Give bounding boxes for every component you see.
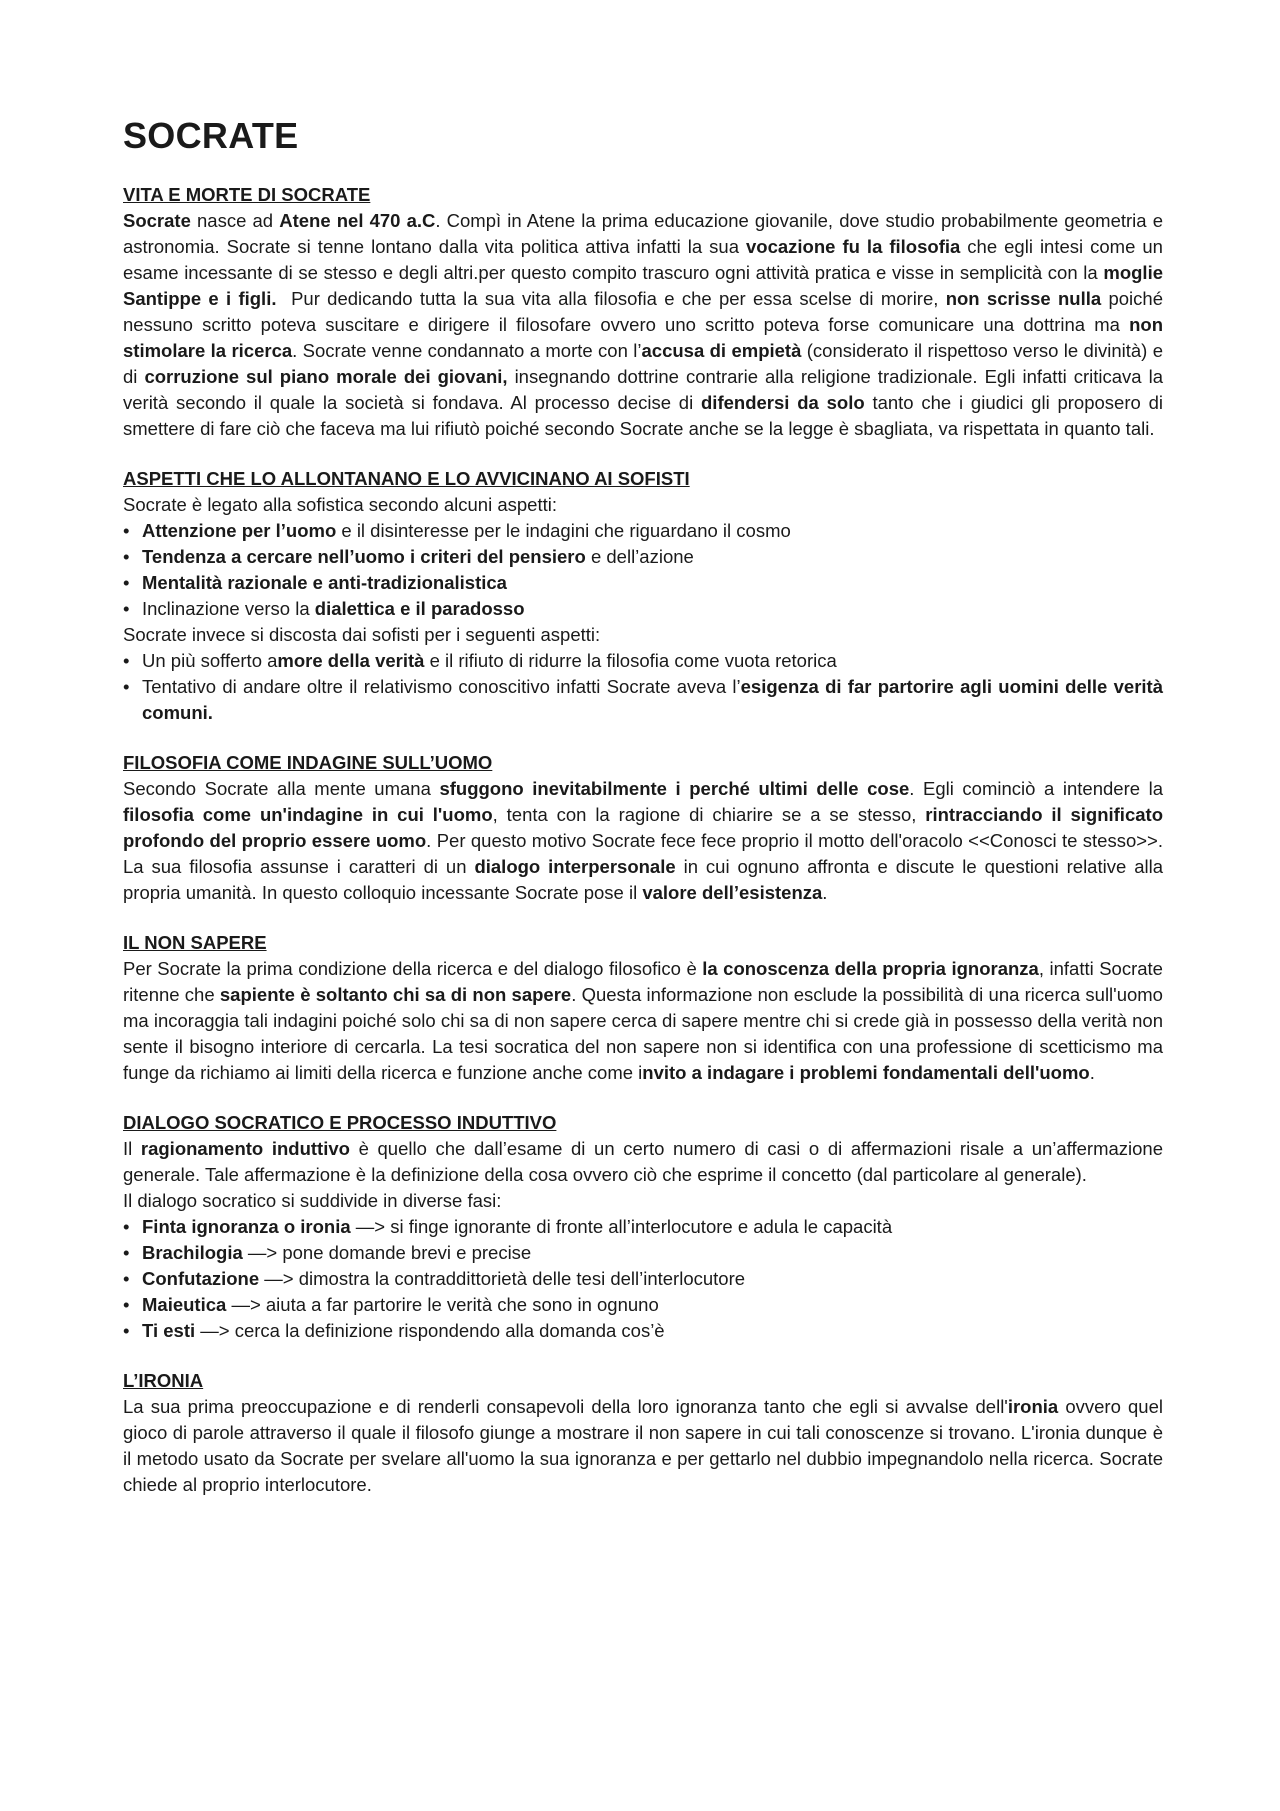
text: , infatti Socrate ritenne che bbox=[123, 958, 1169, 1005]
bold-text: filosofia come un'indagine in cui l'uomo bbox=[123, 804, 493, 825]
bold-text: esigenza di far partorire agli uomini delle verità comuni. bbox=[142, 676, 1169, 723]
text: Il bbox=[123, 1138, 141, 1159]
text: in cui ognuno affronta e discute le questioni relative alla propria umanità. In questo colloquio incessante Socrate pose il bbox=[123, 856, 1169, 903]
text: . Compì in Atene la prima educazione giovanile, dove studio probabilmente geometria e astronomia. Socrate si tenne lontano dalla vita politica attiva infatti la sua bbox=[123, 210, 1169, 257]
paragraph bbox=[123, 492, 1163, 518]
text: . Questa informazione non esclude la possibilità di una ricerca sull'uomo ma incoraggia tali indagini poiché solo chi sa di non sapere cerca di sapere mentre chi si crede già in possesso della verità non sente il bisogno interiore di cercarla. La tesi socratica del non sapere non si identifica con una professione di scetticismo ma funge da richiamo ai limiti della ricerca e funzione anche come i bbox=[123, 984, 1169, 1083]
section-heading: L’IRONIA bbox=[123, 1370, 204, 1391]
sections-container bbox=[123, 182, 1169, 1498]
bold-text: more della verità bbox=[277, 650, 425, 671]
text: —> pone domande brevi e precise bbox=[242, 1242, 532, 1263]
text: e dell’azione bbox=[585, 546, 694, 567]
section-heading: VITA E MORTE DI SOCRATE bbox=[123, 184, 371, 205]
text: che egli intesi come un esame incessante di se stesso e degli altri.per questo compito trascuro ogni attività pratica e visse in semplicità con la bbox=[123, 236, 1169, 283]
bold-text: accusa di empietà bbox=[641, 340, 802, 361]
bullet-item bbox=[123, 1240, 1163, 1266]
section-indagine bbox=[123, 750, 1169, 906]
bold-text: ironia bbox=[1007, 1396, 1059, 1417]
bold-text: Atene nel 470 a.C bbox=[279, 210, 436, 231]
section-heading: IL NON SAPERE bbox=[123, 932, 267, 953]
bold-text: sapiente è soltanto chi sa di non sapere bbox=[219, 984, 572, 1005]
text: e il rifiuto di ridurre la filosofia come vuota retorica bbox=[424, 650, 837, 671]
text: Tentativo di andare oltre il relativismo conoscitivo infatti Socrate aveva l’ bbox=[142, 676, 741, 697]
bullet-item bbox=[123, 596, 1163, 622]
text: —> aiuta a far partorire le verità che sono in ognuno bbox=[226, 1294, 659, 1315]
section-heading: DIALOGO SOCRATICO E PROCESSO INDUTTIVO bbox=[123, 1112, 557, 1133]
text: (considerato il rispettoso verso le divinità) e di bbox=[123, 340, 1169, 387]
text: Socrate è legato alla sofistica secondo alcuni aspetti: bbox=[123, 494, 557, 515]
bullet-item bbox=[123, 1266, 1163, 1292]
text: ovvero quel gioco di parole attraverso il quale il filosofo giunge a mostrare il non sapere in cui tali conoscenze si trovano. L'ironia dunque è il metodo usato da Socrate per svelare all'uomo la sua ignoranza e per gettarlo nel dubbio impegnandolo nella ricerca. Socrate chiede al proprio interlocutore. bbox=[123, 1396, 1169, 1495]
bold-text: la conoscenza della propria ignoranza bbox=[702, 958, 1039, 979]
bold-text: valore dell’esistenza bbox=[642, 882, 823, 903]
text: . Per questo motivo Socrate fece fece proprio il motto dell'oracolo <<Conosci te stesso>>. La sua filosofia assunse i caratteri di un bbox=[123, 830, 1169, 877]
text: Un più sofferto a bbox=[142, 650, 278, 671]
text: . bbox=[1089, 1062, 1095, 1083]
bold-text: Confutazione bbox=[142, 1268, 260, 1289]
bold-text: difendersi da solo bbox=[701, 392, 865, 413]
paragraph bbox=[123, 208, 1169, 442]
bold-text: Attenzione per l’uomo bbox=[142, 520, 337, 541]
text: poiché nessuno scritto poteva suscitare e dirigere il filosofare ovvero uno scritto poteva forse comunicare una dottrina ma bbox=[123, 288, 1169, 335]
bold-text: Mentalità razionale e anti-tradizionalistica bbox=[142, 572, 507, 593]
text: —> cerca la definizione rispondendo alla domanda cos’è bbox=[195, 1320, 665, 1341]
text: . Egli cominciò a intendere la bbox=[909, 778, 1169, 799]
text: . Socrate venne condannato a morte con l’ bbox=[292, 340, 642, 361]
bullet-list bbox=[123, 518, 1163, 622]
text: nasce ad bbox=[190, 210, 280, 231]
text: Il dialogo socratico si suddivide in diverse fasi: bbox=[123, 1190, 502, 1211]
bold-text: Finta ignoranza o ironia bbox=[142, 1216, 351, 1237]
paragraph bbox=[123, 1136, 1169, 1188]
bold-text: Ti esti bbox=[142, 1320, 196, 1341]
bold-text: ragionamento induttivo bbox=[140, 1138, 350, 1159]
bold-text: vocazione fu la filosofia bbox=[746, 236, 961, 257]
text: , tenta con la ragione di chiarire se a se stesso, bbox=[492, 804, 926, 825]
paragraph bbox=[123, 956, 1169, 1086]
paragraph bbox=[123, 1188, 1163, 1214]
bullet-item bbox=[123, 1292, 1163, 1318]
text: e il disinteresse per le indagini che riguardano il cosmo bbox=[336, 520, 791, 541]
paragraph bbox=[123, 1394, 1169, 1498]
bullet-item bbox=[123, 648, 1163, 674]
section-heading: ASPETTI CHE LO ALLONTANANO E LO AVVICINANO AI SOFISTI bbox=[123, 468, 690, 489]
bullet-list bbox=[123, 648, 1169, 726]
bold-text: dialettica e il paradosso bbox=[314, 598, 525, 619]
text: —> dimostra la contraddittorietà delle tesi dell’interlocutore bbox=[259, 1268, 746, 1289]
text: tanto che i giudici gli proposero di smettere di fare ciò che faceva ma lui rifiutò poiché secondo Socrate anche se la legge è sbagliata, va rispettata in quanto tali. bbox=[123, 392, 1169, 439]
bullet-item bbox=[123, 1318, 1163, 1344]
bold-text: Brachilogia bbox=[142, 1242, 243, 1263]
bold-text: Maieutica bbox=[142, 1294, 227, 1315]
text: insegnando dottrine contrarie alla religione tradizionale. Egli infatti criticava la verità secondo il quale la società si fondava. Al processo decise di bbox=[123, 366, 1169, 413]
text: Pur dedicando tutta la sua vita alla filosofia e che per essa scelse di morire, bbox=[276, 288, 946, 309]
text: Socrate invece si discosta dai sofisti per i seguenti aspetti: bbox=[123, 624, 601, 645]
bullet-item bbox=[123, 544, 1163, 570]
text: Per Socrate la prima condizione della ricerca e del dialogo filosofico è bbox=[123, 958, 703, 979]
section-ironia bbox=[123, 1368, 1169, 1498]
section-heading: FILOSOFIA COME INDAGINE SULL’UOMO bbox=[123, 752, 493, 773]
bold-text: nvito a indagare i problemi fondamentali dell'uomo bbox=[642, 1062, 1090, 1083]
page-title: SOCRATE bbox=[123, 115, 299, 156]
text: Inclinazione verso la bbox=[142, 598, 315, 619]
bold-text: sfuggono inevitabilmente i perché ultimi delle cose bbox=[439, 778, 910, 799]
text: —> si finge ignorante di fronte all’interlocutore e adula le capacità bbox=[350, 1216, 893, 1237]
bullet-item bbox=[123, 674, 1169, 726]
text: . bbox=[822, 882, 828, 903]
bold-text: rintracciando il significato profondo del proprio essere uomo bbox=[123, 804, 1169, 851]
section-vita bbox=[123, 182, 1169, 442]
text: Secondo Socrate alla mente umana bbox=[123, 778, 440, 799]
bold-text: non stimolare la ricerca bbox=[123, 314, 1169, 361]
bullet-list bbox=[123, 1214, 1163, 1344]
bold-text: corruzione sul piano morale dei giovani, bbox=[144, 366, 508, 387]
bold-text: dialogo interpersonale bbox=[474, 856, 676, 877]
bold-text: Socrate bbox=[123, 210, 191, 231]
text: La sua prima preoccupazione e di renderli consapevoli della loro ignoranza tanto che egli si avvalse dell' bbox=[123, 1396, 1008, 1417]
bullet-item bbox=[123, 518, 1163, 544]
document-content bbox=[123, 115, 1169, 1522]
bold-text: Tendenza a cercare nell’uomo i criteri del pensiero bbox=[142, 546, 586, 567]
section-dialogo bbox=[123, 1110, 1169, 1344]
text: è quello che dall’esame di un certo numero di casi o di affermazioni risale a un’affermazione generale. Tale affermazione è la definizione della cosa ovvero ciò che esprime il concetto (dal particolare al generale). bbox=[123, 1138, 1169, 1185]
paragraph bbox=[123, 776, 1169, 906]
bullet-item bbox=[123, 570, 1163, 596]
section-nonsapere bbox=[123, 930, 1169, 1086]
bold-text: moglie Santippe e i figli. bbox=[123, 262, 1169, 309]
bullet-item bbox=[123, 1214, 1163, 1240]
paragraph bbox=[123, 622, 1163, 648]
section-sofisti bbox=[123, 466, 1169, 726]
bold-text: non scrisse nulla bbox=[945, 288, 1102, 309]
